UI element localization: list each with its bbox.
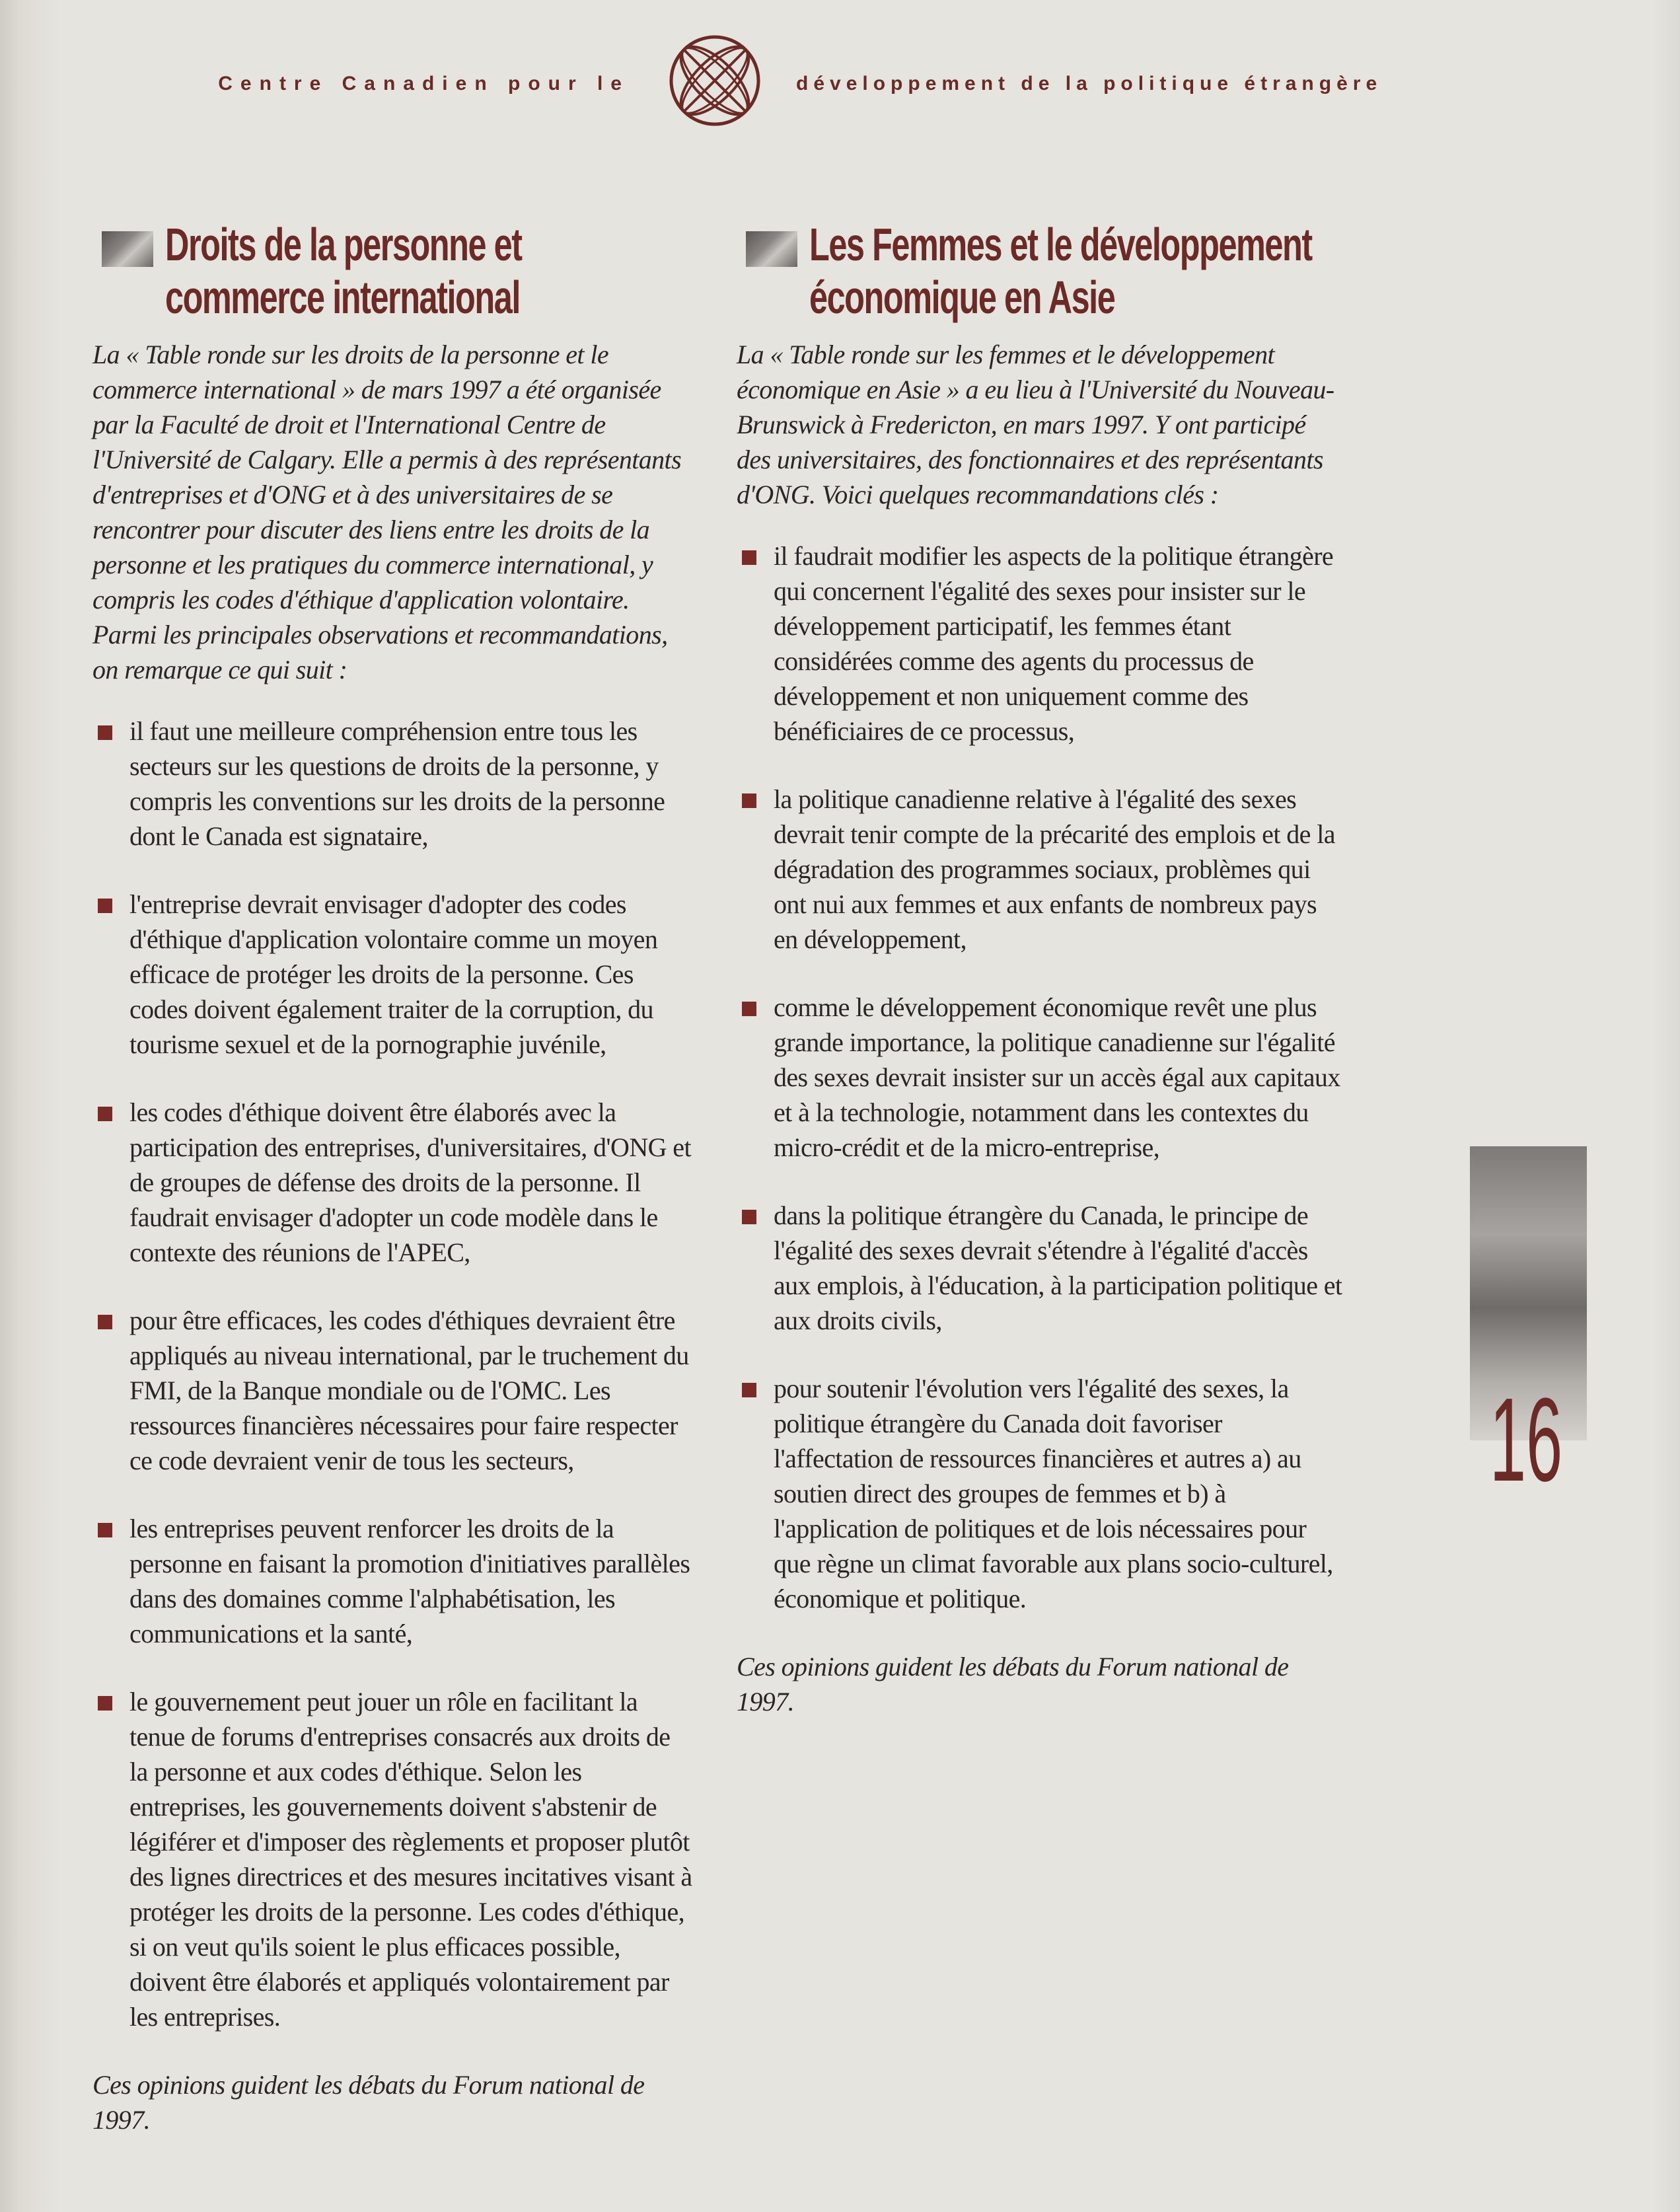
left-intro-paragraph: La « Table ronde sur les droits de la personne et le commerce international » de mars 1997 a été organisée par la Faculté de droit et l'International Centre de l'Université de Calgary. Elle a permis à des représentants d'entreprises et d'ONG et à des universitaires de se rencontrer pour discuter des liens entre les droits de la personne et les pratiques du commerce international, y compris les codes d'éthique d'application volontaire. Parmi les principales observations et recommandations, on remarque ce qui suit : — [92, 340, 682, 684]
left-title-row — [92, 218, 694, 324]
left-section-title: Droits de la personne et commerce international — [165, 219, 522, 323]
list-item-text: comme le développement économique revêt une plus grande importance, la politique canadienne sur l'égalité des sexes devrait insister sur un accès égal aux capitaux et à la technologie, notamment dans les contextes du micro-crédit et de la micro-entreprise, — [774, 992, 1340, 1162]
list-item-text: dans la politique étrangère du Canada, le principe de l'égalité des sexes devrait s'étendre à l'égalité d'accès aux emplois, à l'éducation, à la participation politique et aux droits civils, — [774, 1200, 1342, 1335]
bullet-square-icon — [742, 1002, 756, 1016]
header-right-text: développement de la politique étrangère — [796, 73, 1383, 94]
list-item-text: le gouvernement peut jouer un rôle en facilitant la tenue de forums d'entreprises consacrés aux droits de la personne et aux codes d'éthique. Selon les entreprises, les gouvernements doivent s'abstenir de légiférer et d'imposer des règlements et proposer plutôt des lignes directrices et des mesures incitatives visant à protéger les droits de la personne. Les codes d'éthique, si on veut qu'ils soient le plus efficaces possible, doivent être élaborés et appliqués volontairement par les entreprises. — [129, 1687, 692, 2032]
list-item — [737, 538, 1344, 749]
list-item — [92, 1684, 694, 2034]
page-number: 16 — [1490, 1374, 1563, 1506]
bullet-square-icon — [742, 793, 756, 808]
bullet-square-icon — [742, 550, 756, 565]
list-item — [92, 887, 694, 1062]
section-marker-icon — [102, 231, 153, 267]
globe-logo-icon — [667, 33, 762, 128]
list-item — [737, 782, 1344, 957]
right-closing-note: Ces opinions guident les débats du Forum national de 1997. — [737, 1652, 1289, 1716]
bullet-square-icon — [98, 1315, 112, 1329]
left-column — [92, 218, 694, 2164]
list-item-text: il faut une meilleure compréhension entre tous les secteurs sur les questions de droits de la personne, y compris les conventions sur les droits de la personne dont le Canada est signataire, — [129, 716, 665, 851]
right-bullet-list — [737, 538, 1344, 1616]
section-marker-icon — [746, 231, 797, 267]
page-header — [0, 33, 1680, 139]
list-item — [737, 1198, 1344, 1338]
right-intro-paragraph: La « Table ronde sur les femmes et le développement économique en Asie » a eu lieu à l'Université du Nouveau-Brunswick à Fredericton, en mars 1997. Y ont participé des universitaires, des fonctionnaires et des représentants d'ONG. Voici quelques recommandations clés : — [737, 340, 1334, 509]
bullet-square-icon — [742, 1383, 756, 1397]
bullet-square-icon — [98, 1523, 112, 1537]
right-column — [737, 218, 1344, 1746]
bullet-square-icon — [98, 1107, 112, 1121]
list-item-text: la politique canadienne relative à l'égalité des sexes devrait tenir compte de la précarité des emplois et de la dégradation des programmes sociaux, problèmes qui ont nui aux femmes et aux enfants de nombreux pays en développement, — [774, 784, 1335, 954]
list-item-text: pour être efficaces, les codes d'éthiques devraient être appliqués au niveau international, par le truchement du FMI, de la Banque mondiale ou de l'OMC. Les ressources financières nécessaires pour faire respecter ce code devraient venir de tous les secteurs, — [129, 1306, 689, 1475]
bullet-square-icon — [98, 725, 112, 740]
left-closing-note: Ces opinions guident les débats du Forum national de 1997. — [92, 2070, 645, 2135]
list-item — [92, 1095, 694, 1270]
bullet-square-icon — [98, 899, 112, 913]
bullet-square-icon — [742, 1210, 756, 1224]
list-item — [92, 1511, 694, 1651]
list-item-text: l'entreprise devrait envisager d'adopter des codes d'éthique d'application volontaire comme un moyen efficace de protéger les droits de la personne. Ces codes doivent également traiter de la corruption, du tourisme sexuel et de la pornographie juvénile, — [129, 889, 658, 1059]
list-item-text: il faudrait modifier les aspects de la politique étrangère qui concernent l'égalité des sexes pour insister sur le développement participatif, les femmes étant considérées comme des agents du processus de développement et non uniquement comme des bénéficiaires de ce processus, — [774, 541, 1334, 746]
list-item — [92, 714, 694, 854]
list-item — [737, 990, 1344, 1165]
left-bullet-list — [92, 714, 694, 2034]
list-item-text: pour soutenir l'évolution vers l'égalité des sexes, la politique étrangère du Canada doit favoriser l'affectation de ressources financières et autres a) au soutien direct des groupes de femmes et b) à l'application de politiques et de lois nécessaires pour que règne un climat favorable aux plans socio-culturel, économique et politique. — [774, 1374, 1333, 1613]
right-title-row — [737, 218, 1344, 324]
bullet-square-icon — [98, 1696, 112, 1711]
list-item — [737, 1371, 1344, 1616]
list-item — [92, 1303, 694, 1478]
list-item-text: les entreprises peuvent renforcer les droits de la personne en faisant la promotion d'initiatives parallèles dans des domaines comme l'alphabétisation, les communications et la santé, — [129, 1514, 690, 1648]
header-left-text: Centre Canadien pour le — [218, 73, 630, 94]
right-section-title: Les Femmes et le développement économique en Asie — [809, 219, 1312, 323]
list-item-text: les codes d'éthique doivent être élaborés avec la participation des entreprises, d'universitaires, d'ONG et de groupes de défense des droits de la personne. Il faudrait envisager d'adopter un code modèle dans le contexte des réunions de l'APEC, — [129, 1097, 691, 1267]
